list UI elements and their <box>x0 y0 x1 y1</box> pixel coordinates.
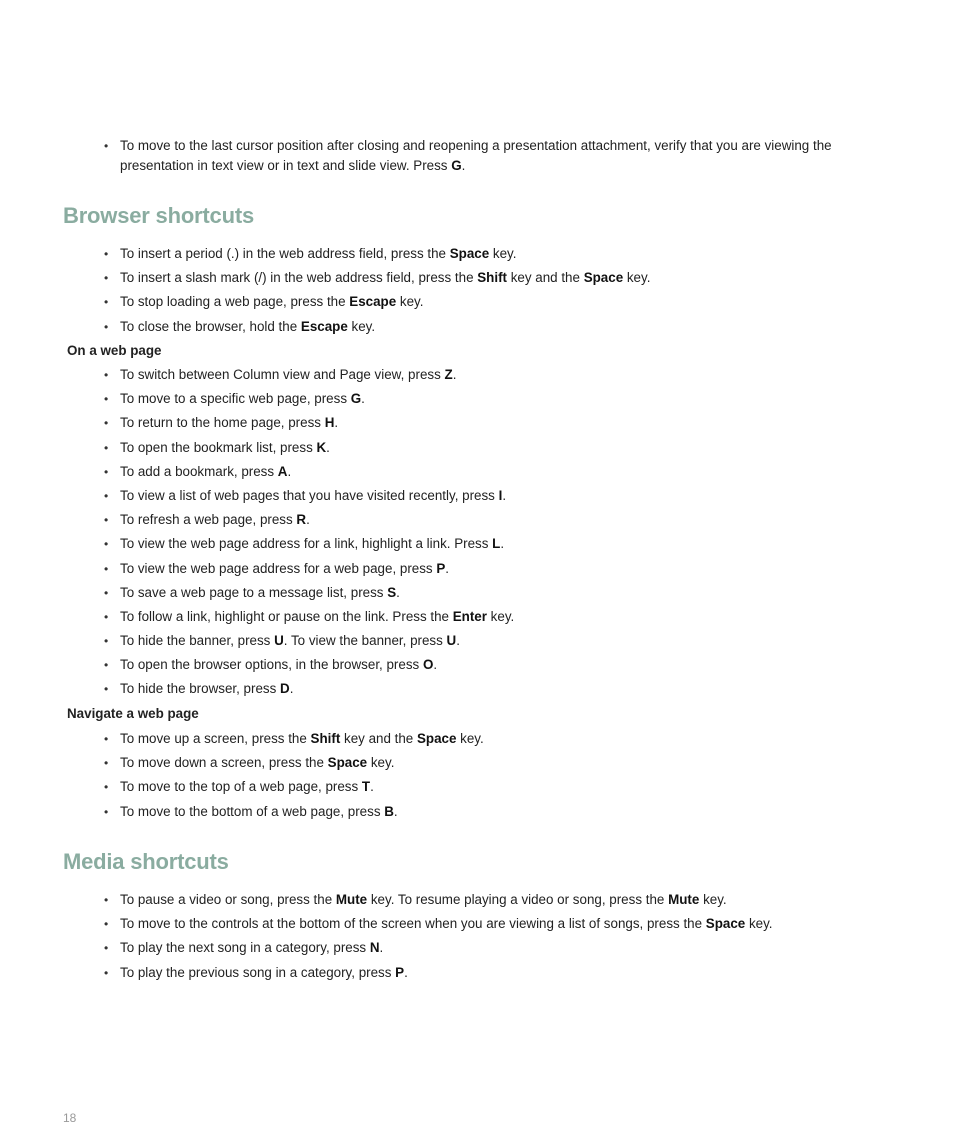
key-name: B <box>384 803 394 819</box>
list-item-text: To close the browser, hold the <box>120 318 301 334</box>
list-item-text: To stop loading a web page, press the <box>120 294 350 310</box>
list-item <box>104 938 874 958</box>
key-name: G <box>451 158 462 173</box>
list-item <box>104 292 874 312</box>
navigate-web-page-heading: Navigate a web page <box>67 706 199 721</box>
key-name: A <box>277 463 288 479</box>
list-item <box>104 462 874 482</box>
list-item-text: . <box>326 439 330 455</box>
list-item-text: To move up a screen, press the <box>120 731 311 746</box>
list-item <box>104 438 874 458</box>
key-name: Space <box>416 731 457 746</box>
list-item-text: To hide the banner, press <box>120 633 275 649</box>
list-item-text: . To view the banner, press <box>283 633 447 649</box>
list-item <box>104 583 874 603</box>
list-item <box>104 389 874 409</box>
list-item-text: To move down a screen, press the <box>120 755 328 771</box>
list-item-text: To switch between Column view and Page view, press <box>120 367 445 382</box>
key-name: Space <box>705 916 746 932</box>
key-name: Mute <box>335 892 368 907</box>
list-item <box>104 244 874 264</box>
list-item-text: . <box>452 367 457 382</box>
list-item-text: . <box>433 657 438 673</box>
list-item-text: . <box>404 964 408 980</box>
list-item <box>104 753 874 773</box>
list-item-text: key. <box>367 755 395 771</box>
key-name: N <box>369 940 380 956</box>
list-item-text: . <box>445 560 450 576</box>
list-item-text: key. <box>745 916 773 932</box>
list-item-text: key and the <box>507 270 584 286</box>
key-name: Mute <box>668 892 700 907</box>
list-item-text: key. <box>623 270 651 286</box>
key-name: U <box>446 633 457 649</box>
browser-shortcuts-list <box>104 244 874 341</box>
list-item-text: To move to a specific web page, press <box>120 391 351 407</box>
list-item-text: key. <box>486 608 515 624</box>
list-item-text: . <box>393 803 398 819</box>
key-name: H <box>324 415 335 431</box>
key-name: P <box>395 964 405 980</box>
key-name: L <box>492 536 501 552</box>
list-item-text: To play the previous song in a category, press <box>120 964 396 980</box>
intro-list <box>104 136 874 180</box>
list-item-text: key. <box>699 892 727 907</box>
list-item <box>104 963 874 983</box>
list-item-text: To move to the last cursor position after closing and reopening a presentation attachment, verify that you are viewing the presentation in text view or in text and slide view. Press <box>120 138 832 173</box>
list-item-text: . <box>461 158 466 173</box>
key-name: O <box>422 657 434 673</box>
key-name: K <box>316 439 327 455</box>
list-item-text: . <box>379 940 384 956</box>
browser-shortcuts-heading: Browser shortcuts <box>63 203 254 228</box>
list-item <box>104 655 874 675</box>
navigate-web-page-list <box>104 729 874 826</box>
page-number: 18 <box>63 1111 77 1125</box>
key-name: Space <box>583 270 624 286</box>
media-shortcuts-list <box>104 890 874 987</box>
key-name: Enter <box>452 608 487 624</box>
list-item <box>104 136 874 176</box>
list-item-text: key. <box>456 731 484 746</box>
key-name: G <box>350 391 362 407</box>
list-item-text: . <box>456 633 460 649</box>
key-name: Z <box>444 367 453 382</box>
list-item <box>104 534 874 554</box>
list-item-text: To move to the top of a web page, press <box>120 779 362 795</box>
list-item-text: key and the <box>340 731 417 746</box>
list-item-text: To play the next song in a category, press <box>120 940 370 956</box>
key-name: Space <box>449 246 490 261</box>
list-item <box>104 268 874 288</box>
list-item-text: key. <box>396 294 424 310</box>
key-name: D <box>280 681 290 697</box>
list-item-text: To pause a video or song, press the <box>120 892 336 907</box>
list-item-text: . <box>502 487 507 503</box>
list-item-text: To hide the browser, press <box>120 681 281 697</box>
on-a-web-page-heading: On a web page <box>67 343 162 358</box>
list-item-text: To open the bookmark list, press <box>120 439 317 455</box>
list-item-text: To open the browser options, in the browser, press <box>120 657 423 673</box>
list-item-text: To view a list of web pages that you have visited recently, press <box>120 487 499 503</box>
list-item-text: To return to the home page, press <box>120 415 325 431</box>
list-item-text: . <box>361 391 365 407</box>
on-a-web-page-list <box>104 365 874 704</box>
list-item-text: . <box>289 681 294 697</box>
list-item <box>104 729 874 749</box>
list-item <box>104 890 874 910</box>
list-item <box>104 777 874 797</box>
list-item <box>104 679 874 699</box>
list-item-text: key. <box>347 318 376 334</box>
key-name: T <box>361 779 371 795</box>
list-item-text: . <box>306 512 310 528</box>
key-name: Shift <box>477 270 507 286</box>
key-name: U <box>274 633 284 649</box>
key-name: R <box>296 512 307 528</box>
list-item-text: . <box>334 415 339 431</box>
list-item <box>104 607 874 627</box>
list-item-text: To follow a link, highlight or pause on the link. Press the <box>120 608 453 624</box>
key-name: Space <box>327 755 368 771</box>
list-item-text: key. <box>489 246 517 261</box>
list-item-text: To save a web page to a message list, press <box>120 584 388 600</box>
list-item <box>104 510 874 530</box>
key-name: S <box>387 584 397 600</box>
list-item <box>104 317 874 337</box>
media-shortcuts-heading: Media shortcuts <box>63 849 229 874</box>
list-item-text: To insert a slash mark (/) in the web address field, press the <box>120 270 478 286</box>
key-name: Escape <box>349 294 397 310</box>
list-item <box>104 413 874 433</box>
list-item-text: . <box>370 779 374 795</box>
key-name: P <box>436 560 446 576</box>
list-item-text: To view the web page address for a web page, press <box>120 560 437 576</box>
list-item-text: To view the web page address for a link, highlight a link. Press <box>120 536 493 552</box>
list-item <box>104 559 874 579</box>
list-item-text: . <box>500 536 505 552</box>
key-name: I <box>498 487 503 503</box>
list-item <box>104 365 874 385</box>
list-item-text: To move to the bottom of a web page, press <box>120 803 385 819</box>
list-item <box>104 914 874 934</box>
list-item-text: To move to the controls at the bottom of the screen when you are viewing a list of songs, press the <box>120 916 706 932</box>
list-item-text: To add a bookmark, press <box>120 463 278 479</box>
list-item-text: key. To resume playing a video or song, press the <box>367 892 669 907</box>
list-item <box>104 802 874 822</box>
list-item-text: . <box>287 463 292 479</box>
list-item-text: . <box>396 584 400 600</box>
key-name: Escape <box>300 318 348 334</box>
list-item-text: To refresh a web page, press <box>120 512 297 528</box>
list-item <box>104 486 874 506</box>
list-item-text: To insert a period (.) in the web address field, press the <box>120 246 450 261</box>
key-name: Shift <box>310 731 341 746</box>
list-item <box>104 631 874 651</box>
